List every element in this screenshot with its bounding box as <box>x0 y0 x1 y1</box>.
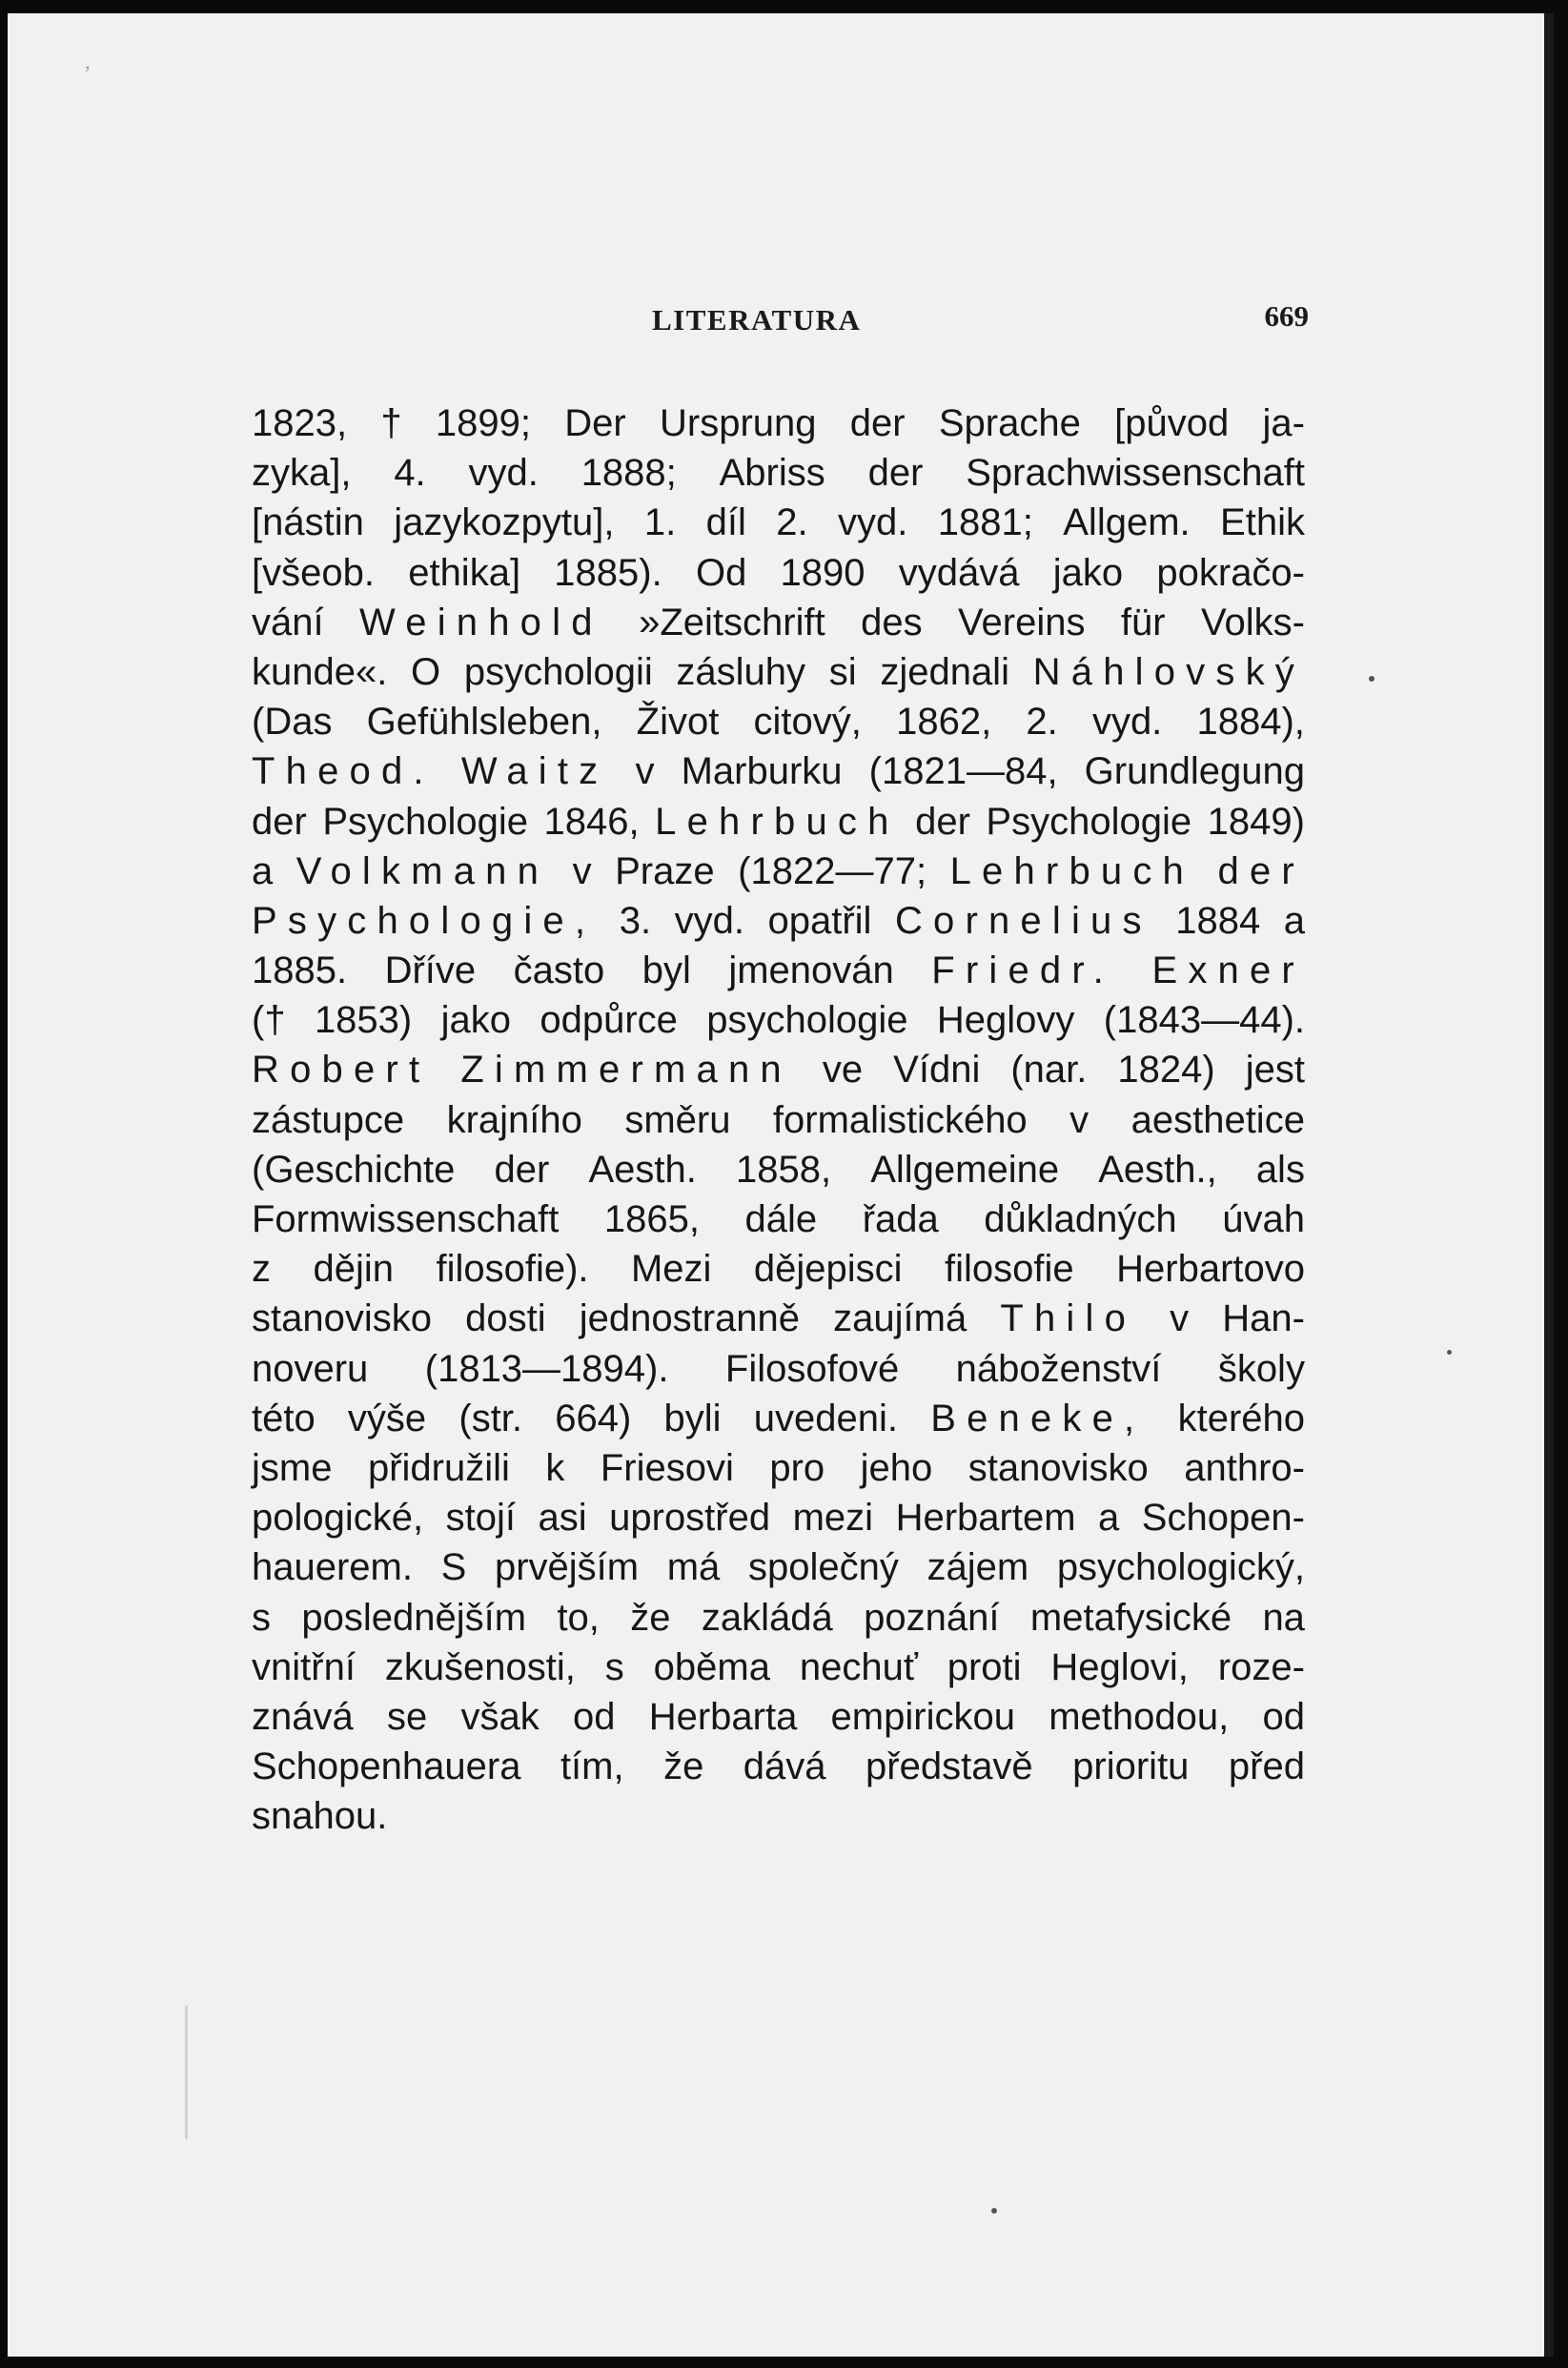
word: důkladných <box>984 1198 1177 1240</box>
word: aesthetice <box>1130 1098 1305 1141</box>
book-page <box>8 13 1554 2357</box>
word: für <box>1120 601 1166 643</box>
word: Heglovy <box>936 999 1075 1042</box>
word: asi <box>538 1497 587 1540</box>
word: vyd. <box>838 501 908 544</box>
word: Volks- <box>1201 601 1305 643</box>
word: zájem <box>927 1546 1029 1589</box>
word: Herbartem <box>895 1497 1076 1540</box>
word: Ursprung <box>659 402 817 444</box>
word: mezi <box>792 1497 874 1540</box>
word: 1824) <box>1117 1049 1215 1092</box>
word: Formwissenschaft <box>252 1198 560 1240</box>
word: citový, <box>753 701 862 744</box>
word: als <box>1255 1148 1305 1191</box>
word: prvějším <box>494 1546 640 1589</box>
word: (nar. <box>1010 1049 1088 1092</box>
word: Grundlegung <box>1084 750 1305 793</box>
scan-edge-mark <box>185 2006 188 2139</box>
word: Beneke, <box>930 1397 1146 1439</box>
word: snahou. <box>252 1795 388 1838</box>
word: odpůrce <box>540 999 678 1042</box>
word: Vídni <box>893 1049 981 1092</box>
word: Vereins <box>958 601 1086 643</box>
word: a <box>1283 899 1305 942</box>
word: († <box>252 999 286 1042</box>
word: před <box>1228 1745 1305 1788</box>
word: zásluhy <box>676 650 806 693</box>
text-line <box>252 1095 1305 1145</box>
word: (Geschichte <box>252 1148 456 1191</box>
word: 1881; <box>937 501 1033 544</box>
word: však <box>460 1695 540 1738</box>
word: Život <box>636 701 720 744</box>
word: a <box>252 849 274 892</box>
word: v <box>635 750 655 793</box>
word: Sprachwissenschaft <box>966 452 1305 495</box>
word: z <box>252 1248 271 1291</box>
word: Weinhold <box>359 601 603 643</box>
text-line <box>252 1791 1305 1841</box>
word: psychologie <box>706 999 908 1042</box>
word: často <box>513 949 605 992</box>
word: 1853) <box>314 999 413 1042</box>
word: Gefühlsleben, <box>366 701 602 744</box>
word: (1843—44). <box>1103 999 1305 1042</box>
word: [původ <box>1114 402 1230 444</box>
word: směru <box>624 1098 731 1141</box>
word: 1823, <box>252 402 348 444</box>
text-line <box>252 598 1305 647</box>
text-line <box>252 697 1305 746</box>
word: Marburku <box>681 750 843 793</box>
word: vyd. <box>1091 701 1163 744</box>
word: Herbarta <box>648 1695 798 1738</box>
word: (1813—1894). <box>424 1347 669 1390</box>
word: noveru <box>252 1347 369 1390</box>
word: úvah <box>1222 1198 1305 1240</box>
word: kterého <box>1177 1397 1305 1439</box>
text-line <box>252 1493 1305 1542</box>
word: 1888; <box>580 452 677 495</box>
word: Ethik <box>1220 501 1305 544</box>
word: Náhlovský <box>1032 650 1305 693</box>
word: prioritu <box>1072 1745 1190 1788</box>
word: Schopen- <box>1141 1497 1305 1540</box>
word: Heglovi, <box>1050 1645 1189 1688</box>
text-line <box>252 1742 1305 1791</box>
word: zástupce <box>252 1098 405 1141</box>
word: v <box>1069 1098 1089 1141</box>
text-line <box>252 1344 1305 1394</box>
word: uvedeni. <box>753 1397 898 1439</box>
word: Friesovi <box>600 1446 734 1489</box>
word: O <box>411 650 441 693</box>
word: byl <box>641 949 691 992</box>
word: 1899; <box>435 402 531 444</box>
word: 1885. <box>252 949 348 992</box>
text-line <box>252 1244 1305 1294</box>
word: des <box>861 601 923 643</box>
running-title: LITERATURA <box>652 303 862 337</box>
word: to, <box>557 1596 600 1639</box>
word: filosofie). <box>436 1248 589 1291</box>
word: 1858, <box>735 1148 832 1191</box>
word: od <box>572 1695 616 1738</box>
word: Der <box>564 402 626 444</box>
word: Psychologie, <box>252 899 597 942</box>
word: vání <box>252 601 324 643</box>
text-line <box>252 398 1305 448</box>
word: řada <box>862 1198 939 1240</box>
word: s <box>252 1596 271 1639</box>
word: Aesth. <box>588 1148 697 1191</box>
word: proti <box>947 1645 1022 1688</box>
word: Waitz <box>460 750 609 793</box>
word: ethika] <box>408 551 521 594</box>
word: (Das <box>252 701 333 744</box>
word: 1849) <box>1207 800 1305 843</box>
word: k <box>545 1446 565 1489</box>
word: [všeob. <box>252 551 375 594</box>
word: a <box>1098 1497 1120 1540</box>
text-line <box>252 995 1305 1045</box>
text-line <box>252 1045 1305 1094</box>
word: Sprache <box>938 402 1081 444</box>
word: představě <box>865 1745 1033 1788</box>
speck-dot <box>991 2208 997 2214</box>
word: jeho <box>860 1446 933 1489</box>
word: 1885). <box>554 551 662 594</box>
word: Exner <box>1151 949 1305 992</box>
text-line <box>252 1593 1305 1643</box>
word: s <box>604 1645 624 1688</box>
word: Abriss <box>719 452 825 495</box>
word: der <box>252 800 307 843</box>
word: Volkmann <box>295 849 550 892</box>
scan-mark: ‚ <box>84 50 92 73</box>
word: 1884 <box>1175 899 1261 942</box>
text-line <box>252 1145 1305 1194</box>
word: nechuť <box>799 1645 918 1688</box>
word: der <box>867 452 924 495</box>
word: díl <box>705 501 746 544</box>
word: der <box>494 1148 550 1191</box>
word: pologické, <box>252 1497 424 1540</box>
text-line <box>252 1194 1305 1244</box>
word: přidružili <box>367 1446 510 1489</box>
word: roze- <box>1217 1645 1305 1688</box>
text-line <box>252 1394 1305 1443</box>
word: ja- <box>1262 402 1305 444</box>
word: 4. <box>394 452 426 495</box>
speck-dot <box>1369 676 1375 682</box>
word: »Zeitschrift <box>639 601 825 643</box>
word: Zimmermann <box>460 1049 792 1092</box>
word: se <box>386 1695 428 1738</box>
word: opatřil <box>767 899 872 942</box>
word: 664) <box>555 1397 632 1439</box>
word: že <box>663 1745 704 1788</box>
word: výše <box>347 1397 427 1439</box>
word: zakládá <box>701 1596 833 1639</box>
word: hauerem. <box>252 1546 413 1589</box>
speck-dot <box>1447 1350 1452 1355</box>
word: jmenován <box>728 949 894 992</box>
text-line <box>252 498 1305 547</box>
word: Herbartovo <box>1116 1248 1305 1291</box>
word: 1890 <box>780 551 865 594</box>
word: ve <box>822 1049 864 1092</box>
word: Theod. <box>252 750 435 793</box>
text-line <box>252 1692 1305 1742</box>
word: methodou, <box>1049 1695 1230 1738</box>
word: kunde«. <box>252 650 388 693</box>
text-line <box>252 1643 1305 1692</box>
word: vyd. <box>674 899 744 942</box>
word: této <box>252 1397 316 1439</box>
word: školy <box>1217 1347 1305 1390</box>
text-line <box>252 946 1305 995</box>
text-line <box>252 847 1305 896</box>
word: vydává <box>898 551 1020 594</box>
word: 1846, <box>543 800 640 843</box>
word: oběma <box>653 1645 770 1688</box>
word: v <box>572 849 592 892</box>
word: zyka], <box>252 452 352 495</box>
word: 1862, <box>896 701 992 744</box>
word: Praze <box>615 849 715 892</box>
word: [nástin <box>252 501 364 544</box>
page-number: 669 <box>1264 299 1309 333</box>
word: (1821—84, <box>868 750 1058 793</box>
word: Lehrbuch <box>949 849 1194 892</box>
word: (1822—77; <box>738 849 927 892</box>
page-header <box>255 296 1309 343</box>
word: formalistického <box>772 1098 1028 1141</box>
word: na <box>1262 1596 1305 1639</box>
word: 1865, <box>603 1198 700 1240</box>
text-line <box>252 1542 1305 1592</box>
word: stanovisko <box>252 1297 432 1340</box>
word: Aesth., <box>1098 1148 1217 1191</box>
word: metafysické <box>1029 1596 1232 1639</box>
word: Lehrbuch <box>655 800 900 843</box>
text-line <box>252 896 1305 946</box>
word: vnitřní <box>252 1645 356 1688</box>
text-line <box>252 1443 1305 1493</box>
word: 3. <box>619 899 652 942</box>
word: jest <box>1245 1049 1305 1092</box>
word: má <box>666 1546 721 1589</box>
word: Psychologie <box>986 800 1192 843</box>
word: Schopenhauera <box>252 1745 521 1788</box>
word: filosofie <box>945 1248 1074 1291</box>
word: psychologii <box>463 650 653 693</box>
word: vyd. <box>468 452 539 495</box>
word: jako <box>1052 551 1124 594</box>
word: Filosofové <box>724 1347 900 1390</box>
word: 2. <box>1026 701 1058 744</box>
word: 2. <box>776 501 808 544</box>
word: Allgemeine <box>870 1148 1060 1191</box>
word: jazykozpytu], <box>394 501 615 544</box>
word: zaujímá <box>833 1297 967 1340</box>
word: poslednějším <box>301 1596 527 1639</box>
word: der <box>1217 849 1305 892</box>
word: byli <box>663 1397 722 1439</box>
word: v <box>1170 1297 1190 1340</box>
text-line <box>252 548 1305 598</box>
word: společný <box>747 1546 899 1589</box>
word: tím, <box>560 1745 624 1788</box>
text-line <box>252 1294 1305 1343</box>
word: empirickou <box>830 1695 1015 1738</box>
word: dějepisci <box>753 1248 903 1291</box>
word: der <box>849 402 906 444</box>
word: Od <box>695 551 747 594</box>
word: znává <box>252 1695 354 1738</box>
text-line <box>252 746 1305 796</box>
word: Han- <box>1222 1297 1305 1340</box>
word: Robert <box>252 1049 431 1092</box>
word: Mezi <box>630 1248 712 1291</box>
word: jednostranně <box>579 1297 801 1340</box>
word: pokračo- <box>1156 551 1305 594</box>
word: zkušenosti, <box>384 1645 576 1688</box>
word: od <box>1262 1695 1305 1738</box>
word: pro <box>769 1446 825 1489</box>
word: stanovisko <box>967 1446 1149 1489</box>
word: že <box>630 1596 671 1639</box>
word: S <box>440 1546 467 1589</box>
word: psychologický, <box>1056 1546 1305 1589</box>
body-text <box>252 398 1305 1841</box>
word: dějin <box>313 1248 394 1291</box>
word: 1. <box>643 501 677 544</box>
word: Dříve <box>384 949 477 992</box>
word: jsme <box>252 1446 333 1489</box>
word: jako <box>440 999 511 1042</box>
word: (str. <box>458 1397 523 1439</box>
text-line <box>252 797 1305 847</box>
word: † <box>380 402 402 444</box>
word: uprostřed <box>609 1497 771 1540</box>
word: stojí <box>445 1497 516 1540</box>
word: náboženství <box>955 1347 1162 1390</box>
text-line <box>252 647 1305 697</box>
word: 1884), <box>1196 701 1305 744</box>
word: anthro- <box>1184 1446 1305 1489</box>
word: dále <box>744 1198 818 1240</box>
word: der <box>915 800 970 843</box>
word: Thilo <box>1000 1297 1137 1340</box>
word: Cornelius <box>894 899 1152 942</box>
text-line <box>252 448 1305 498</box>
word: krajního <box>446 1098 582 1141</box>
word: dává <box>743 1745 826 1788</box>
word: dosti <box>465 1297 546 1340</box>
word: poznání <box>864 1596 1000 1639</box>
word: zjednali <box>880 650 1009 693</box>
word: Psychologie <box>322 800 529 843</box>
word: Friedr. <box>931 949 1114 992</box>
word: Allgem. <box>1063 501 1191 544</box>
word: si <box>828 650 857 693</box>
